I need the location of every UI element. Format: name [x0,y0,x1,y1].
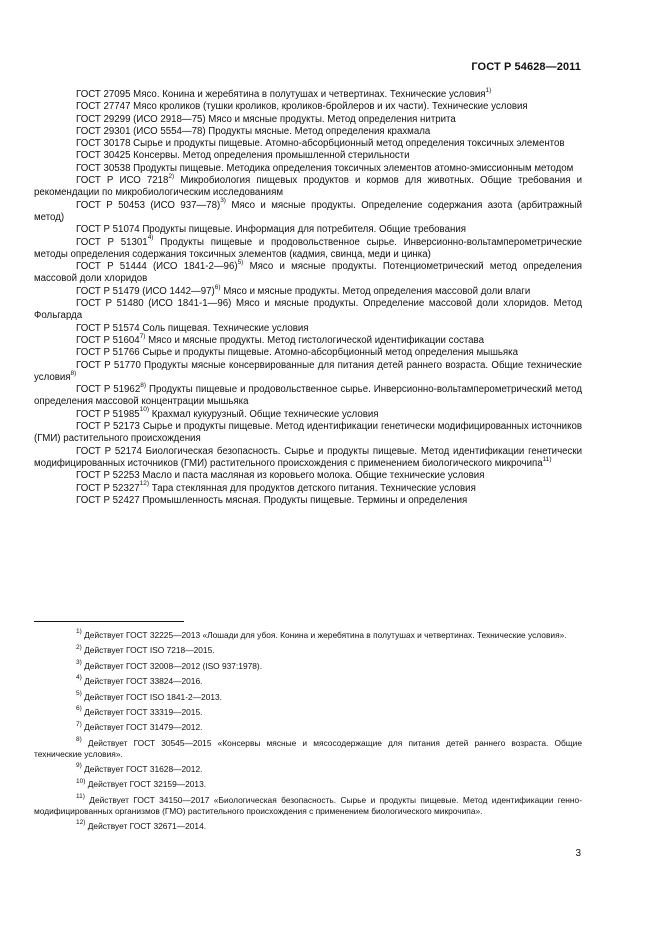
reference-item [34,381,582,409]
reference-code: ГОСТ Р 52173 [76,421,140,433]
footnote-marker: 10) [139,406,150,414]
footnote-number: 12) [76,819,86,827]
footnote-number: 9) [76,762,82,770]
reference-code: ГОСТ Р 50453 (ИСО 937—78) [76,199,221,211]
reference-item [34,298,582,323]
reference-item [34,86,582,101]
reference-title: Биологическая безопасность. Сырье и продукты пищевые. Метод идентификации генетически модифицированных источников (ГМИ) растительного происхождения с применением биологического микрочипа [34,445,582,469]
footnote-item [34,792,582,817]
reference-code: ГОСТ Р 51074 [76,224,140,236]
footnote-text: Действует ГОСТ ISO 7218—2015. [81,645,215,656]
reference-item [34,114,582,126]
reference-title: Сырье и продукты пищевые. Атомно-абсорбционный метод определения мышьяка [139,347,518,359]
reference-title: Продукты пищевые. Методика определения токсичных элементов атомно-эмиссионным методом [130,162,574,174]
reference-code: ГОСТ 30425 [76,150,131,162]
footnote-marker: 12) [139,480,150,488]
footnote-number: 10) [76,777,86,785]
reference-item [34,360,582,385]
footnote-item [34,707,582,718]
footnote-number: 6) [76,705,82,713]
reference-item [34,138,582,150]
reference-title: Мясо. Конина и жеребятина в полутушах и четвертинах. Технические условия [130,89,486,100]
reference-title: Масло и паста масляная из коровьего молока. Общие технические условия [139,470,485,482]
reference-code: ГОСТ 27747 [76,101,131,113]
reference-item [34,258,582,286]
reference-code: ГОСТ Р 51444 (ИСО 1841-2—96) [76,261,238,273]
page-number: 3 [575,848,581,859]
reference-item [34,495,582,507]
reference-item [34,480,582,495]
reference-title: Мясо и мясные продукты. Метод определения массовой доли влаги [220,285,531,297]
footnote-text: Действует ГОСТ 33824—2016. [81,676,203,687]
reference-item [34,224,582,236]
reference-item [34,406,582,421]
reference-code: ГОСТ Р 51962 [76,384,141,396]
footnote-item [34,689,582,703]
reference-title: Консервы. Метод определения промышленной стерильности [130,150,410,162]
footnote-text: Действует ГОСТ 31479—2012. [81,722,203,733]
reference-title: Соль пищевая. Технические условия [139,322,309,334]
reference-code: ГОСТ Р 51766 [76,347,140,359]
reference-title: Крахмал кукурузный. Общие технические условия [149,408,379,420]
footnote-number: 2) [76,643,82,651]
reference-title: Промышленность мясная. Продукты пищевые. Термины и определения [139,494,468,506]
reference-title: Мясо и мясные продукты. Потенциометрический метод определения массовой доли хлоридов [34,261,582,285]
reference-code: ГОСТ Р 51985 [76,408,140,420]
normative-references-list [34,86,583,507]
footnote-item [34,630,582,641]
reference-title: Сырье и продукты пищевые. Атомно-абсорбционный метод определения токсичных элементов [130,138,565,150]
footnote-item [34,779,582,790]
reference-title: Микробиология пищевых продуктов и кормов для животных. Общие требования и рекомендации по микробиологическим исследованиям [34,175,582,199]
footnote-text: Действует ГОСТ ISO 1841-2—2013. [81,691,222,702]
reference-item [34,197,582,225]
reference-title: Мясо и мясные продукты. Метод определения нитрита [205,113,456,125]
footnote-text: Действует ГОСТ 31628—2012. [81,763,203,774]
footnote-separator [34,621,184,622]
footnote-item [34,645,582,656]
reference-title: Продукты пищевые. Информация для потребителя. Общие требования [139,224,466,236]
reference-code: ГОСТ Р 51604 [76,334,140,346]
footnote-text: Действует ГОСТ 34150—2017 «Биологическая безопасность. Сырье и продукты пищевые. Метод идентификации генно-модифицированных организмов (ГМО) растительного происхождения с применением биологического микрочипа». [34,794,582,816]
footnote-number: 5) [76,689,82,697]
reference-title: Мясо кроликов (тушки кроликов, кроликов-бройлеров и их части). Технические условия [130,101,528,113]
footnote-text: Действует ГОСТ 32159—2013. [85,779,207,790]
footnote-text: Действует ГОСТ 33319—2015. [81,706,203,717]
reference-code: ГОСТ Р 51574 [76,322,140,334]
footnotes-list [34,630,582,836]
footnote-marker: 1) [485,86,492,94]
footnote-item [34,821,582,832]
footnote-number: 3) [76,658,82,666]
footnote-marker: 11) [542,455,552,463]
reference-title: Продукты пищевые и продовольственное сырье. Инверсионно-вольтамперометрические методы определения содержания токсичных элементов (кадмия, свинца, меди и цинка) [34,236,582,260]
reference-title: Мясо и мясные продукты. Метод гистологической идентификации состава [145,334,484,346]
reference-item [34,234,582,262]
footnote-marker: 5) [237,258,244,266]
footnote-number: 1) [76,628,82,636]
footnote-number: 7) [76,720,82,728]
footnote-text: Действует ГОСТ 32225—2013 «Лошади для убоя. Конина и жеребятина в полутушах и четвертинах. Технические условия». [81,630,567,640]
footnote-marker: 3) [220,197,226,205]
footnote-item [34,735,582,760]
footnote-marker: 6) [214,283,221,291]
footnote-marker: 7) [139,332,146,340]
footnote-text: Действует ГОСТ 30545—2015 «Консервы мясные и мясосодержащие для питания детей раннего возраста. Общие технические условия». [34,737,582,759]
reference-code: ГОСТ Р 51770 [76,359,141,371]
reference-item [34,172,582,200]
reference-item [34,101,582,113]
reference-item [34,126,582,138]
footnote-marker: 8) [70,369,77,377]
reference-item [34,470,582,482]
reference-title: Тара стеклянная для продуктов детского питания. Технические условия [149,482,476,494]
reference-item [34,421,582,446]
footnote-text: Действует ГОСТ 32671—2014. [85,820,207,831]
footnote-number: 11) [76,792,85,800]
footnote-item [34,676,582,687]
reference-item [34,446,582,471]
footnote-marker: 8) [140,381,146,389]
footnote-number: 8) [76,735,82,743]
document-id-header: ГОСТ Р 54628—2011 [471,61,581,73]
reference-item [34,150,582,162]
reference-item [34,347,582,359]
reference-code: ГОСТ Р 51479 (ИСО 1442—97) [76,285,215,297]
footnote-number: 4) [76,674,82,682]
reference-code: ГОСТ Р 52427 [76,494,140,506]
footnote-item [34,722,582,733]
footnote-item [34,764,582,775]
reference-code: ГОСТ 30178 [76,138,131,150]
reference-title: Сырье и продукты пищевые. Метод идентификации генетически модифицированных источников (ГМИ) растительного происхождения [34,421,582,445]
reference-code: ГОСТ 30538 [76,162,131,174]
reference-item [34,163,582,175]
reference-code: ГОСТ 29301 (ИСО 5554—78) [76,125,206,137]
reference-title: Продукты пищевые и продовольственное сырье. Инверсионно-вольтамперометрический метод определения массовой концентрации мышьяка [34,384,582,408]
footnote-text: Действует ГОСТ 32008—2012 (ISO 937:1978). [81,660,263,671]
footnote-item [34,658,582,672]
reference-code: ГОСТ Р 52174 [76,445,142,457]
reference-code: ГОСТ Р ИСО 7218 [76,175,169,187]
reference-item [34,283,582,298]
reference-title: Мясо и мясные продукты. Определение массовой доли хлоридов. Метод Фольгарда [34,298,583,322]
footnote-marker: 4) [147,234,154,242]
reference-code: ГОСТ Р 52327 [76,482,140,494]
reference-item [34,332,582,347]
reference-title: Продукты мясные. Метод определения крахмала [205,125,431,137]
reference-code: ГОСТ 29299 (ИСО 2918—75) [76,113,206,125]
reference-code: ГОСТ Р 51301 [76,236,148,248]
reference-code: ГОСТ 27095 [76,89,131,100]
reference-code: ГОСТ Р 51480 (ИСО 1841-1—96) [76,298,232,310]
reference-code: ГОСТ Р 52253 [76,470,140,482]
reference-title: Продукты мясные консервированные для питания детей раннего возраста. Общие технические условия [34,359,582,383]
reference-item [34,323,582,335]
footnote-marker: 2) [168,172,175,180]
reference-title: Мясо и мясные продукты. Определение содержания азота (арбитражный метод) [34,199,582,223]
